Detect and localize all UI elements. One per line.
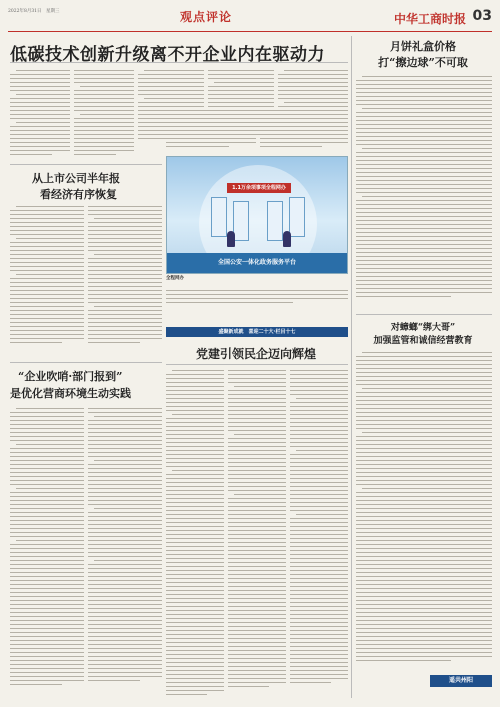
section-name: 观点评论 [180, 10, 233, 24]
column-banner: 盛聚新成就 喜迎二十大·栏目十七 [166, 327, 348, 337]
divider [356, 314, 492, 315]
person-figure [227, 231, 235, 247]
divider [166, 364, 348, 365]
divider [10, 362, 162, 363]
article-headline: 月饼礼盒价格 [390, 40, 456, 53]
display-panel [211, 197, 227, 237]
divider [10, 164, 162, 165]
news-photo [166, 156, 348, 274]
page-number: 03 [472, 8, 492, 24]
article-body [290, 370, 348, 698]
display-panel [267, 201, 283, 241]
column-divider [351, 36, 352, 698]
article-body [88, 206, 162, 356]
masthead [8, 6, 492, 32]
article-body [356, 76, 492, 308]
article-body [166, 370, 224, 698]
footer-logo: 遥共州阳 [430, 675, 492, 687]
article-body [10, 206, 84, 356]
article-headline: 加强监管和诚信经营教育 [373, 336, 473, 346]
lead-headline: 低碳技术创新升级离不开企业内在驱动力 [10, 45, 325, 65]
display-panel [289, 197, 305, 237]
article-body [166, 110, 256, 152]
article-body [88, 408, 162, 698]
article-body [10, 408, 84, 698]
photo-banner: 1.1万余项事项全程网办 [227, 183, 291, 193]
article-headline: 是优化营商环境生动实践 [10, 387, 131, 400]
article-headline: 看经济有序恢复 [40, 188, 117, 201]
article-headline: “企业吹哨·部门报到” [18, 370, 123, 383]
article-body [260, 110, 348, 152]
photo-caption-lines [166, 290, 348, 320]
article-body [356, 352, 492, 670]
lead-article-col1 [10, 70, 70, 160]
lead-article-col2 [74, 70, 134, 160]
article-headline: 从上市公司半年报 [32, 172, 120, 185]
divider [10, 62, 348, 63]
article-headline: 打“擦边球”不可取 [378, 56, 468, 69]
person-figure [283, 231, 291, 247]
photo-base-text: 全国公安一体化政务服务平台 [167, 253, 347, 273]
article-headline: 党建引领民企迈向辉煌 [196, 347, 317, 361]
article-body [228, 370, 286, 698]
paper-name: 中华工商时报 [393, 12, 466, 26]
display-panel [233, 201, 249, 241]
article-headline: 对蟑螂“绑大哥” [390, 323, 456, 333]
issue-date: 2022年8月31日 星期三 [8, 9, 60, 14]
photo-credit: 全程网办 [166, 276, 184, 281]
